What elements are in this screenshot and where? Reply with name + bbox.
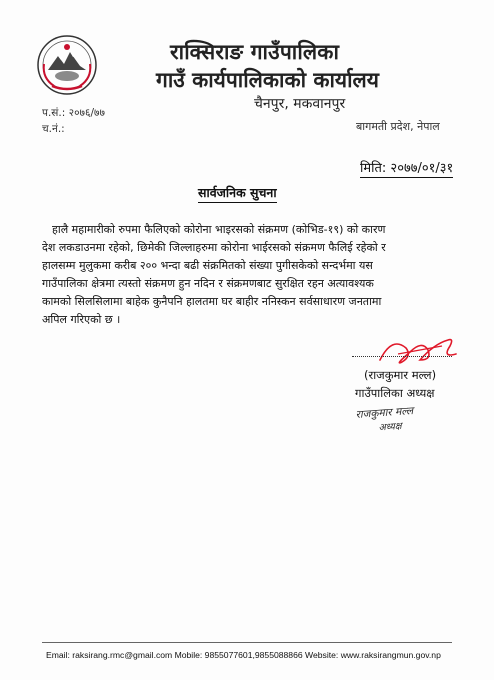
- signature-line: [352, 356, 452, 357]
- stamp-name: राजकुमार मल्ल: [355, 405, 414, 422]
- dispatch-number: च.नं.:: [42, 123, 65, 135]
- notice-title: सार्वजनिक सुचना: [198, 184, 277, 203]
- name-stamp: [355, 404, 414, 435]
- province-name: बागमती प्रदेश, नेपाल: [356, 120, 440, 133]
- handwritten-signature: [372, 330, 462, 370]
- nepal-emblem-icon: [36, 34, 98, 96]
- stamp-role: अध्यक्ष: [378, 420, 403, 434]
- signatory-name: (राजकुमार मल्ल): [364, 368, 437, 382]
- body-line: देश लकडाउनमा रहेको, छिमेकी जिल्लाहरुमा कोरोना भाईरसको संक्रमण फैलिई रहेको र: [42, 241, 386, 254]
- footer-contact: Email: raksirang.rmc@gmail.com Mobile: 9855077601,9855088866 Website: www.raksirangmun.gov.np: [46, 650, 441, 660]
- body-line: गाउँपालिका क्षेत्रमा त्यस्तो संक्रमण हुन नदिन र संक्रमणबाट सुरक्षित रहन अत्यावश्यक: [42, 277, 374, 290]
- letter-date: मिति: २०७७/०१/३१: [360, 158, 453, 178]
- body-line: हालै महामारीको रुपमा फैलिएको कोरोना भाइरसको संक्रमण (कोभिड-१९) को कारण: [52, 223, 386, 236]
- office-address: चैनपुर, मकवानपुर: [254, 96, 346, 112]
- signatory-role: गाउँपालिका अध्यक्ष: [355, 386, 435, 400]
- municipality-name: राक्सिराङ गाउँपालिका: [170, 40, 340, 64]
- footer-divider: [42, 642, 452, 643]
- body-line: हालसम्म मुलुकमा करीब २०० भन्दा बढी संक्रमितको संख्या पुगीसकेको सन्दर्भमा यस: [42, 259, 373, 272]
- body-line: अपिल गरिएको छ ।: [42, 313, 121, 326]
- body-line: कामको सिलसिलामा बाहेक कुनैपनि हालतमा घर बाहीर ननिस्कन सर्वसाधारण जनतामा: [42, 295, 382, 308]
- reference-number: प.सं.: २०७६/७७: [42, 107, 105, 119]
- office-name: गाउँ कार्यपालिकाको कार्यालय: [156, 68, 379, 92]
